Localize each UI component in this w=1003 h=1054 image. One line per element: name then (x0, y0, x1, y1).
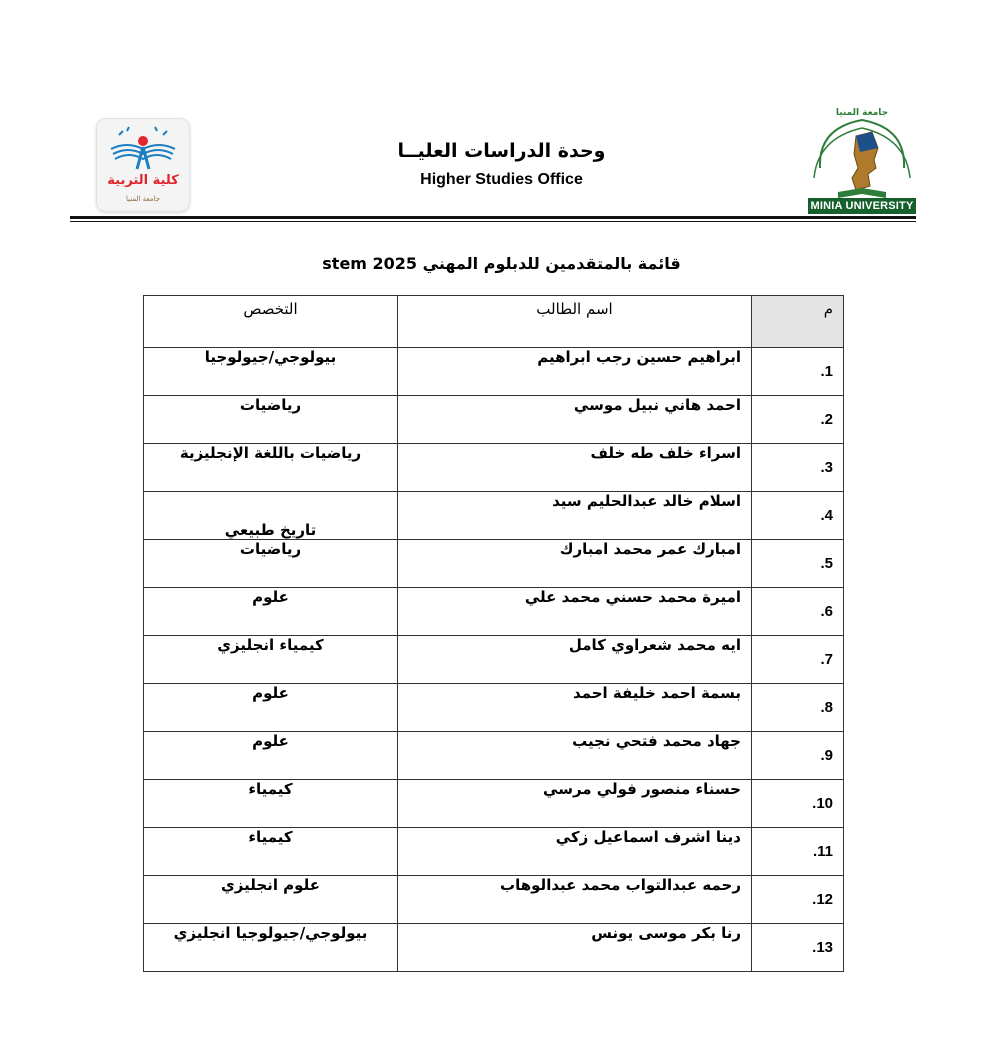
student-name: اسلام خالد عبدالحليم سيد (398, 492, 752, 540)
header-number: م (752, 296, 844, 348)
student-name: ابراهيم حسين رجب ابراهيم (398, 348, 752, 396)
specialization: بيولوجي/جيولوجيا انجليزي (144, 924, 398, 972)
header-divider-thin (70, 221, 916, 222)
row-number: 4. (752, 492, 844, 540)
specialization: كيمياء (144, 828, 398, 876)
student-name: جهاد محمد فتحي نجيب (398, 732, 752, 780)
table-row (144, 828, 844, 876)
student-name: بسمة احمد خليفة احمد (398, 684, 752, 732)
student-name: ايه محمد شعراوي كامل (398, 636, 752, 684)
header-student-name: اسم الطالب (398, 296, 752, 348)
university-logo-arc-text: جامعة المنيا (835, 108, 889, 118)
table-row (144, 396, 844, 444)
table-row (144, 684, 844, 732)
table-row (144, 492, 844, 540)
table-row (144, 540, 844, 588)
table-row (144, 876, 844, 924)
row-number: 8. (752, 684, 844, 732)
student-name: رنا بكر موسى يونس (398, 924, 752, 972)
student-name: احمد هاني نبيل موسي (398, 396, 752, 444)
row-number: 5. (752, 540, 844, 588)
row-number: 3. (752, 444, 844, 492)
row-number: 9. (752, 732, 844, 780)
table-row (144, 924, 844, 972)
specialization: علوم (144, 732, 398, 780)
student-name: امبارك عمر محمد امبارك (398, 540, 752, 588)
applicants-table (143, 295, 844, 972)
specialization: علوم (144, 684, 398, 732)
office-title-arabic: وحدة الدراسات العليــا (397, 140, 606, 162)
student-name: اسراء خلف طه خلف (398, 444, 752, 492)
table-row (144, 636, 844, 684)
student-name: دينا اشرف اسماعيل زكي (398, 828, 752, 876)
table-row (144, 732, 844, 780)
row-number: 11. (752, 828, 844, 876)
specialization: علوم انجليزي (144, 876, 398, 924)
faculty-logo-title: كلية التربية (107, 173, 179, 188)
specialization: تاريخ طبيعي (144, 492, 398, 540)
document-title-english: stem 2025 (322, 254, 418, 273)
header-specialization: التخصص (144, 296, 398, 348)
faculty-logo (96, 118, 190, 212)
row-number: 1. (752, 348, 844, 396)
row-number: 10. (752, 780, 844, 828)
table-row (144, 588, 844, 636)
row-number: 7. (752, 636, 844, 684)
student-name: رحمه عبدالتواب محمد عبدالوهاب (398, 876, 752, 924)
row-number: 12. (752, 876, 844, 924)
university-logo (808, 108, 916, 218)
student-name: حسناء منصور فولي مرسي (398, 780, 752, 828)
student-name: اميرة محمد حسني محمد علي (398, 588, 752, 636)
table-header-row (144, 296, 844, 348)
header-divider-thick (70, 216, 916, 219)
row-number: 2. (752, 396, 844, 444)
specialization: كيمياء (144, 780, 398, 828)
university-logo-name: MINIA UNIVERSITY (808, 198, 916, 214)
office-title-english: Higher Studies Office (420, 171, 583, 188)
specialization: رياضيات (144, 396, 398, 444)
table-row (144, 444, 844, 492)
table-row (144, 348, 844, 396)
faculty-logo-subtitle: جامعة المنيا (125, 195, 161, 203)
table-row (144, 780, 844, 828)
row-number: 13. (752, 924, 844, 972)
specialization: بيولوجي/جيولوجيا (144, 348, 398, 396)
row-number: 6. (752, 588, 844, 636)
specialization: رياضيات باللغة الإنجليزية (144, 444, 398, 492)
specialization: علوم (144, 588, 398, 636)
specialization: كيمياء انجليزي (144, 636, 398, 684)
document-title-arabic: قائمة بالمتقدمين للدبلوم المهني (422, 254, 681, 273)
document-title (0, 254, 1003, 273)
specialization: رياضيات (144, 540, 398, 588)
